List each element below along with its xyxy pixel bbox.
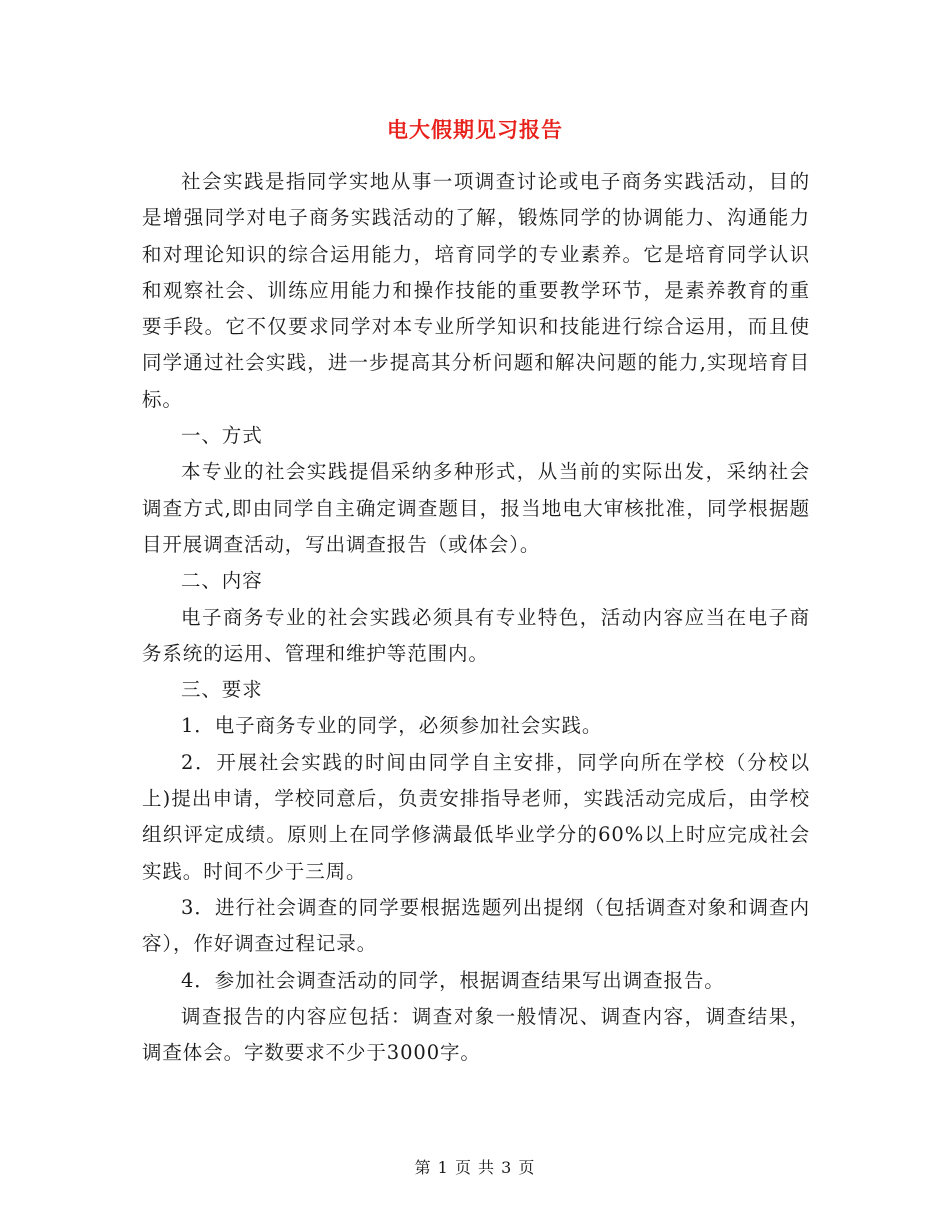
content-paragraph: 电子商务专业的社会实践必须具有专业特色，活动内容应当在电子商务系统的运用、管理和维护等范围内。 bbox=[142, 605, 810, 665]
document-body bbox=[142, 164, 810, 1071]
document-title: 电大假期见习报告 bbox=[387, 118, 563, 142]
method-paragraph: 本专业的社会实践提倡采纳多种形式，从当前的实际出发，采纳社会调查方式,即由同学自主确定调查题目，报当地电大审核批准，同学根据题目开展调查活动，写出调查报告（或体会）。 bbox=[142, 460, 810, 556]
requirement-item-4: 4．参加社会调查活动的同学，根据调查结果写出调查报告。 bbox=[181, 968, 725, 992]
section-heading-content: 二、内容 bbox=[181, 569, 263, 593]
requirement-item-1: 1．电子商务专业的同学，必须参加社会实践。 bbox=[181, 714, 603, 738]
section-heading-requirements: 三、要求 bbox=[181, 678, 263, 702]
report-content-paragraph: 调查报告的内容应包括：调查对象一般情况、调查内容，调查结果，调查体会。字数要求不少于3000字。 bbox=[142, 1004, 810, 1065]
intro-paragraph: 社会实践是指同学实地从事一项调查讨论或电子商务实践活动，目的是增强同学对电子商务实践活动的了解，锻炼同学的协调能力、沟通能力和对理论知识的综合运用能力，培育同学的专业素养。它是培育同学认识和观察社会、训练应用能力和操作技能的重要教学环节，是素养教育的重要手段。它不仅要求同学对本专业所学知识和技能进行综合运用，而且使同学通过社会实践，进一步提高其分析问题和解决问题的能力,实现培育目标。 bbox=[142, 170, 810, 411]
requirement-item-2: 2．开展社会实践的时间由同学自主安排，同学向所在学校（分校以上)提出申请，学校同意后，负责安排指导老师，实践活动完成后，由学校组织评定成绩。原则上在同学修满最低毕业学分的60%以上时应完成社会实践。时间不少于三周。 bbox=[142, 750, 810, 883]
section-heading-method: 一、方式 bbox=[181, 424, 263, 448]
requirement-item-3: 3．进行社会调查的同学要根据选题列出提纲（包括调查对象和调查内容），作好调查过程记录。 bbox=[142, 895, 810, 956]
page-footer: 第 1 页 共 3 页 bbox=[414, 1158, 536, 1177]
